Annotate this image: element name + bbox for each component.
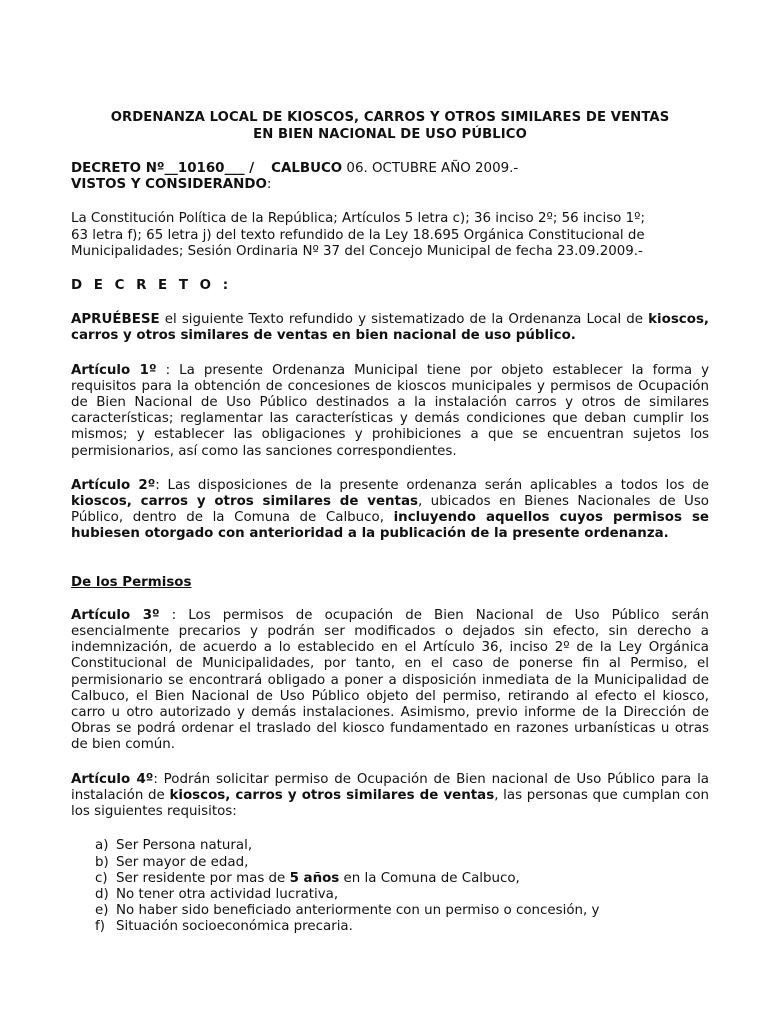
apruebese-text: el siguiente Texto refundido y sistematizado de la Ordenanza Local de (159, 312, 649, 328)
apruebese-keyword: APRUÉBESE (71, 312, 160, 328)
list-marker: d) (95, 886, 109, 902)
list-item-text-pre: Ser residente por mas de (116, 870, 290, 886)
article-4-text-2: , las personas que cumplan con los siguientes requisitos: (71, 787, 709, 820)
list-marker: c) (95, 870, 108, 886)
decreto-city: CALBUCO (271, 161, 343, 176)
article-2-text-2: , ubicados en Bienes Nacionales de Uso Público, dentro de la Comuna de Calbuco, (71, 494, 709, 526)
article-3-text: : Los permisos de ocupación de Bien Nacional de Uso Público serán esencialmente precarios y podrán ser modificados o dejados sin efecto, sin derecho a indemnización, de acuerdo a lo establecido en el Artículo 36, inciso 2º de la Ley Orgánica Constitucional de Municipalidades, por tanto, en el caso de ponerse fin al Permiso, el permisionario se encontrará obligado a poner a disposición inmediata de la Municipalidad de Calbuco, el Bien Nacional de Uso Público objeto del permiso, retirando al efecto el kiosco, carro u otro autorizado y demás instalaciones. Asimismo, previo informe de la Dirección de Obras se podrá ordenar el traslado del kiosco fundamentado en razones urbanísticas u otras de bien común. (71, 607, 710, 753)
list-item (95, 838, 709, 854)
article-2 (71, 478, 709, 543)
decreto-header (71, 161, 709, 193)
list-item (95, 855, 709, 871)
requirements-list (71, 838, 709, 935)
considerando-line-2: 63 letra f); 65 letra j) del texto refundido de la Ley 18.695 Orgánica Constitucional de (71, 227, 645, 243)
title-line-1: ORDENANZA LOCAL DE KIOSCOS, CARROS Y OTROS SIMILARES DE VENTAS (110, 110, 670, 125)
list-marker: e) (95, 903, 109, 919)
document-body (71, 110, 709, 936)
article-2-text-1: : Las disposiciones de la presente ordenanza serán aplicables a todos los de (155, 477, 710, 493)
decreto-number: DECRETO Nº__10160___ / (71, 161, 255, 176)
decreto-date: 06. OCTUBRE AÑO 2009.- (346, 161, 519, 176)
list-marker: f) (95, 919, 105, 935)
article-2-bold-2: incluyendo aquellos cuyos permisos se hubiesen otorgado con anterioridad a la publicación de la presente ordenanza. (71, 510, 709, 542)
article-3 (71, 608, 709, 754)
article-2-bold-1: kioscos, carros y otros similares de ventas (71, 494, 418, 510)
list-item-text: Situación socioeconómica precaria. (116, 919, 353, 935)
article-4 (71, 772, 709, 821)
vistos-colon: : (266, 177, 272, 193)
article-1-text: : La presente Ordenanza Municipal tiene por objeto establecer la forma y requisitos para la obtención de concesiones de kioscos municipales y permisos de Ocupación de Bien Nacional de Uso Público destinados a la instalación carros y otros de similares características; reglamentar las características y demás condiciones que deban cumplir los mismos; y establecer las obligaciones y prohibiciones a que se encuentran sujetos los permisionarios, así como las sanciones correspondientes. (71, 362, 710, 459)
list-item-bold: 5 años (289, 870, 340, 886)
list-item (95, 871, 709, 887)
title-line-2: EN BIEN NACIONAL DE USO PÚBLICO (253, 126, 527, 142)
decreto-heading: D E C R E T O : (71, 278, 232, 294)
article-4-bold-1: kioscos, carros y otros similares de ventas (169, 787, 495, 803)
considerando-paragraph (71, 211, 709, 260)
considerando-line-1: La Constitución Política de la República; Artículos 5 letra c); 36 inciso 2º; 56 inciso 1º; (71, 211, 645, 227)
article-1-label: Artículo 1º (71, 362, 157, 378)
apruebese-paragraph (71, 312, 709, 344)
list-item-text: Ser Persona natural, (116, 838, 253, 854)
considerando-line-3: Municipalidades; Sesión Ordinaria Nº 37 del Concejo Municipal de fecha 23.09.2009.- (71, 243, 643, 259)
article-4-text-1: : Podrán solicitar permiso de Ocupación de Bien nacional de Uso Público para la instalación de (71, 771, 709, 803)
ordinance-title (71, 110, 709, 143)
list-item (95, 903, 709, 919)
article-4-label: Artículo 4º (71, 771, 154, 787)
list-item-text: No tener otra actividad lucrativa, (116, 886, 339, 902)
list-item-text: Ser mayor de edad, (116, 854, 249, 870)
section-permisos-heading: De los Permisos (71, 574, 192, 590)
list-item-text: No haber sido beneficiado anteriormente con un permiso o concesión, y (116, 903, 600, 919)
apruebese-subject: kioscos, carros y otros similares de ventas en bien nacional de uso público. (71, 312, 709, 344)
article-1 (71, 363, 709, 460)
list-item (95, 887, 709, 903)
list-marker: b) (95, 854, 109, 870)
article-2-label: Artículo 2º (71, 477, 156, 493)
list-marker: a) (95, 838, 109, 854)
list-item-text-post: en la Comuna de Calbuco, (339, 870, 520, 886)
list-item (95, 919, 709, 935)
article-3-label: Artículo 3º (71, 607, 160, 623)
list-item-text (116, 871, 520, 887)
vistos-heading: VISTOS Y CONSIDERANDO (71, 177, 267, 193)
